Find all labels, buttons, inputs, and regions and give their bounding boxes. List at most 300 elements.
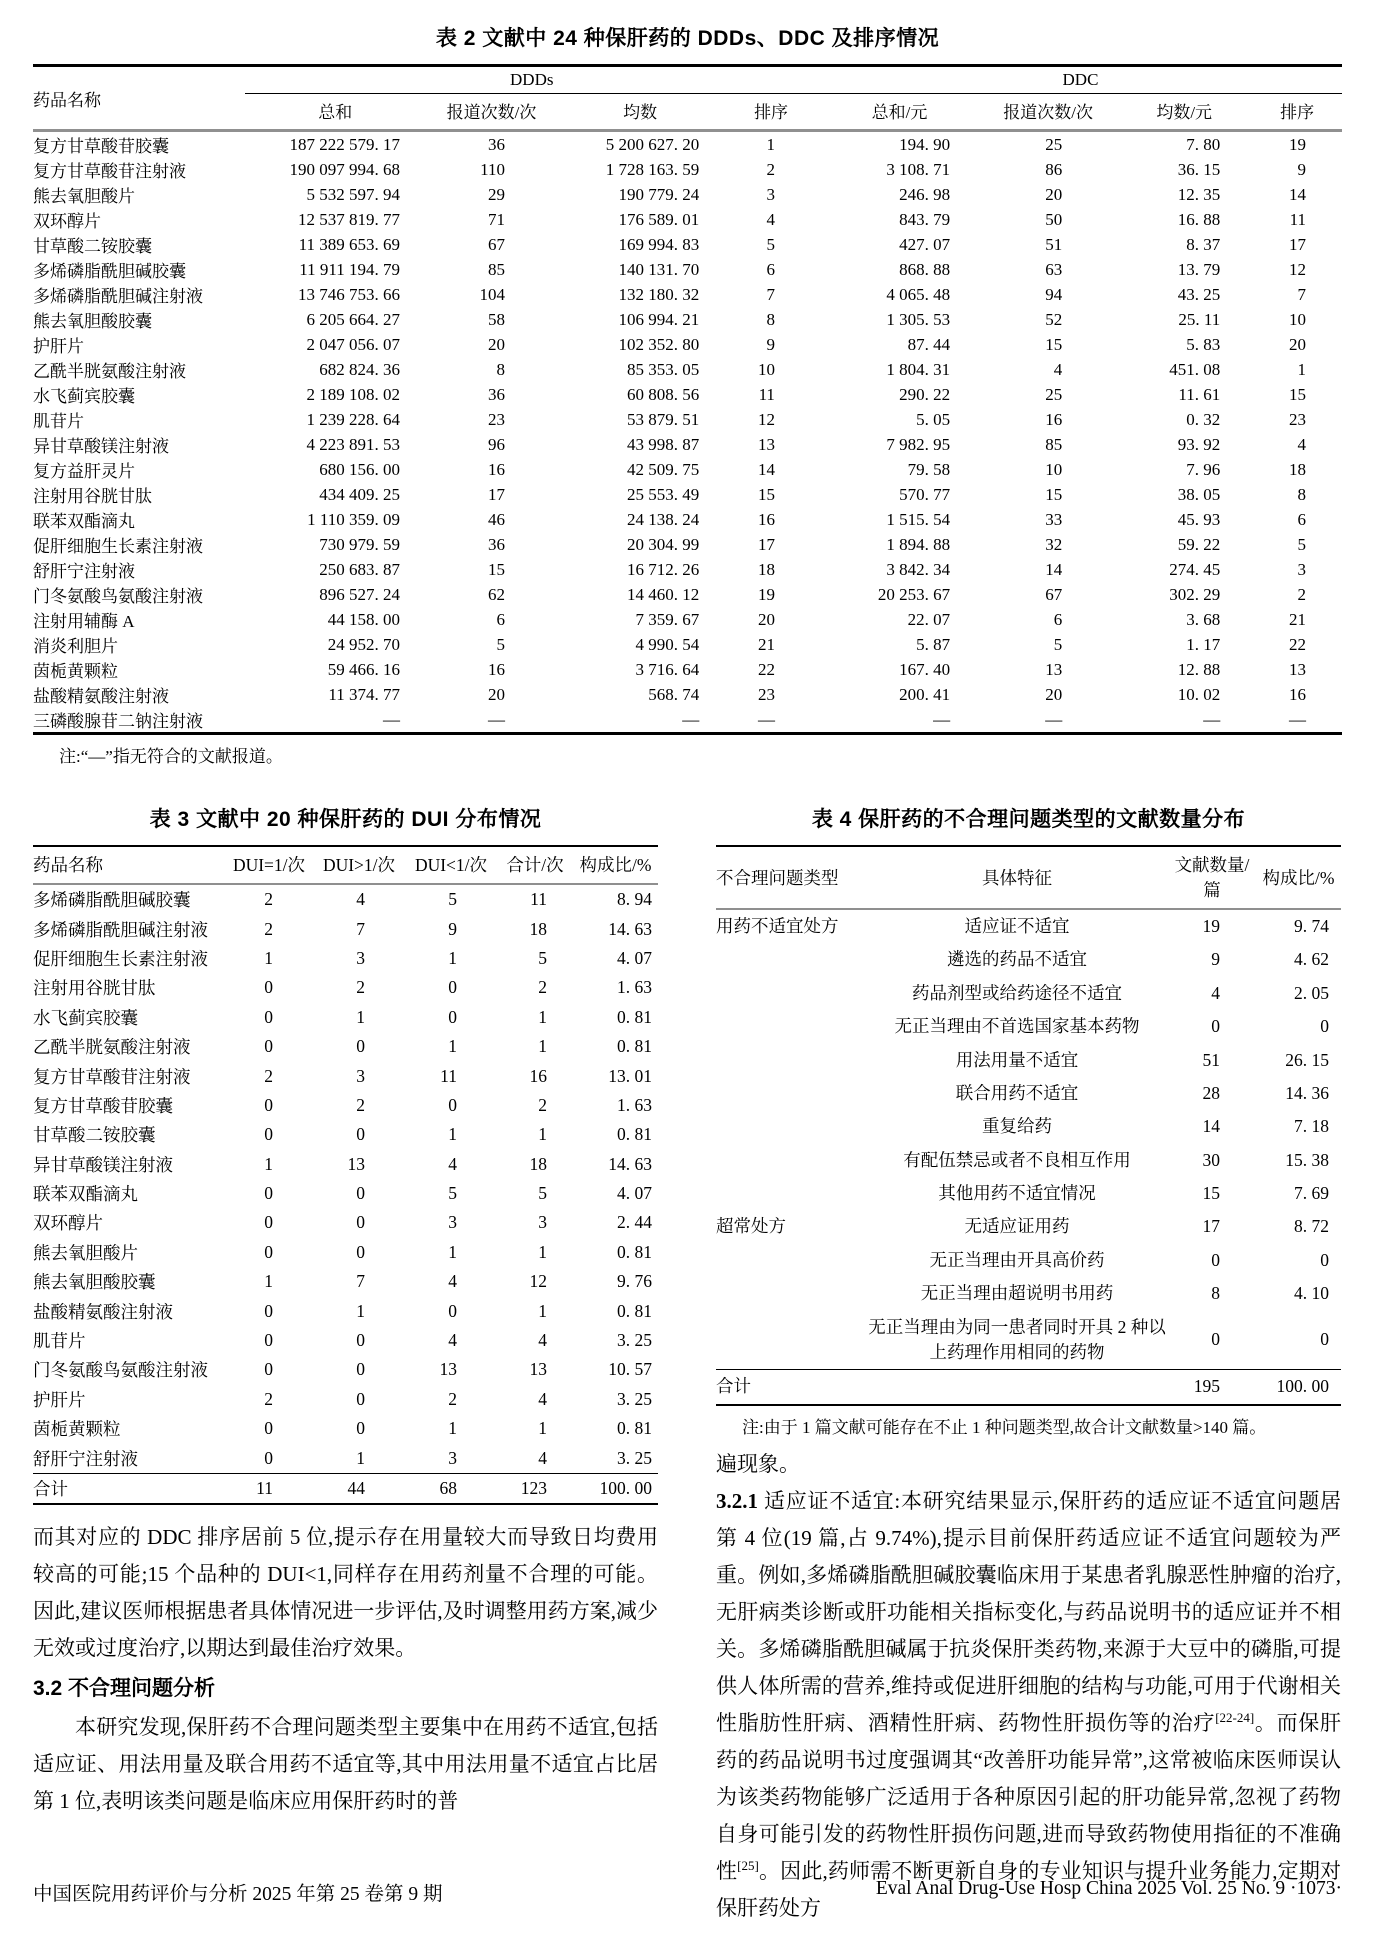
- table-cell: 1: [264, 1271, 273, 1292]
- table-cell: 843. 79: [899, 209, 951, 229]
- table-cell: 5: [496, 634, 505, 654]
- table-cell: 18: [757, 559, 775, 579]
- table-cell: 5: [538, 1183, 547, 1204]
- table-cell: 19: [1289, 134, 1306, 154]
- table-cell: 3 716. 64: [635, 659, 700, 679]
- table-cell: 0: [264, 1241, 273, 1262]
- section-number-3-2-1: 3.2.1: [716, 1488, 758, 1513]
- table-cell: 13: [347, 1153, 365, 1174]
- table-cell: 45. 93: [1177, 509, 1221, 529]
- table-cell: 290. 22: [899, 384, 951, 404]
- table-row: [33, 131, 1342, 158]
- table-cell: 1: [356, 1006, 365, 1027]
- table-cell: [716, 977, 866, 1010]
- table-cell: —: [1045, 709, 1063, 729]
- table-cell: 9: [1297, 159, 1306, 179]
- table-cell: 遴选的药品不适宜: [947, 949, 1087, 970]
- table-row: [33, 607, 1342, 632]
- table-row: [33, 1091, 658, 1120]
- paragraph-segment: 。因此,药师需不断更新自身的专业知识与提升业务能力,定期对保肝药处方: [716, 1858, 1342, 1920]
- table-cell: 2: [538, 977, 547, 998]
- table-cell: 3: [448, 1212, 457, 1233]
- table-cell: 合计: [716, 1370, 866, 1405]
- table-cell: [716, 1311, 866, 1370]
- table-cell: 85: [487, 259, 505, 279]
- table2-col-mean: 均数: [557, 94, 723, 131]
- table-cell: 复方甘草酸苷注射液: [33, 1066, 191, 1087]
- table-cell: 7: [1297, 284, 1306, 304]
- table-cell: 6: [1053, 609, 1063, 629]
- table-row: [716, 1370, 1341, 1405]
- table-cell: 16: [487, 459, 505, 479]
- table-cell: 0: [1320, 1016, 1329, 1037]
- table-cell: 乙酰半胱氨酸注射液: [33, 1037, 191, 1058]
- paragraph-segment: 。而保肝药的药品说明书过度强调其“改善肝功能异常”,这常被临床医师误认为该类药物能够广泛适用于各种原因引起的肝功能异常,忽视了药物自身可能引发的药物性肝损伤问题,进而导致药物使用指征的不准确性: [716, 1710, 1342, 1883]
- table-cell: 71: [487, 209, 505, 229]
- table-cell: 9: [448, 918, 457, 939]
- table-cell: 4: [538, 1388, 547, 1409]
- table-cell: 19: [757, 584, 775, 604]
- table-cell: 6: [496, 609, 505, 629]
- table-cell: 联苯双酯滴丸: [33, 1184, 138, 1205]
- table-cell: 7 359. 67: [635, 609, 700, 629]
- table-cell: 0: [264, 1006, 273, 1027]
- table-cell: 2: [766, 159, 775, 179]
- table-cell: 1: [448, 947, 457, 968]
- table-cell: 96: [487, 434, 505, 454]
- table-cell: 复方甘草酸苷注射液: [33, 162, 186, 181]
- table-cell: 无正当理由超说明书用药: [920, 1283, 1114, 1304]
- table-cell: 10. 02: [1177, 684, 1221, 704]
- table-cell: 42 509. 75: [626, 459, 700, 479]
- table-cell: 2: [264, 1065, 273, 1086]
- table-cell: 11: [1289, 209, 1306, 229]
- table-cell: 7. 69: [1294, 1183, 1329, 1203]
- table-cell: 适应证不适宜: [964, 916, 1070, 936]
- table-cell: 0. 81: [617, 1124, 652, 1145]
- table-cell: 三磷酸腺苷二钠注射液: [33, 712, 203, 731]
- table4-col-count: 文献数量/篇: [1168, 846, 1256, 909]
- table-cell: 87. 44: [907, 334, 951, 354]
- table-cell: 102 352. 80: [618, 334, 700, 354]
- table-cell: 4: [538, 1330, 547, 1351]
- table-cell: —: [487, 709, 505, 729]
- table-row: [33, 482, 1342, 507]
- table-row: [716, 1311, 1341, 1370]
- table-row: [33, 307, 1342, 332]
- table-cell: 16: [487, 659, 505, 679]
- table3-col-dui-eq1: DUI=1/次: [225, 846, 313, 884]
- table-cell: 用法用量不适宜: [955, 1049, 1079, 1070]
- table-cell: 3 108. 71: [886, 159, 951, 179]
- table-cell: 11 374. 77: [328, 684, 400, 704]
- table-cell: [716, 1177, 866, 1210]
- table3-title: 表 3 文献中 20 种保肝药的 DUI 分布情况: [149, 808, 542, 831]
- table2-group-ddc: DDC: [819, 66, 1342, 94]
- table-cell: 6: [766, 259, 775, 279]
- table-cell: 盐酸精氨酸注射液: [33, 687, 169, 706]
- table2-body: [33, 131, 1342, 734]
- table-cell: 11. 61: [1178, 384, 1221, 404]
- table-cell: 14. 63: [608, 1153, 652, 1174]
- table-row: [33, 1385, 658, 1414]
- table-row: [33, 357, 1342, 382]
- table-row: [716, 1077, 1341, 1110]
- table-cell: 用药不适宜处方: [716, 916, 839, 936]
- table-cell: 0: [356, 1241, 365, 1262]
- table-cell: 0: [264, 1212, 273, 1233]
- table-cell: 20: [487, 684, 505, 704]
- table-cell: 4: [1053, 359, 1063, 379]
- table-cell: 1: [356, 1300, 365, 1321]
- table-row: [33, 1355, 658, 1384]
- table-row: [716, 1144, 1341, 1177]
- table-cell: 43 998. 87: [626, 434, 700, 454]
- table-cell: 36. 15: [1177, 159, 1221, 179]
- table-cell: 0: [356, 1330, 365, 1351]
- table-cell: 1. 63: [617, 977, 652, 998]
- table-cell: 22. 07: [907, 609, 951, 629]
- table-cell: 双环醇片: [33, 212, 101, 231]
- table-cell: [716, 1044, 866, 1077]
- table-cell: 94: [1045, 284, 1063, 304]
- table-cell: 1: [264, 1153, 273, 1174]
- table-cell: 0: [448, 977, 457, 998]
- table-cell: 1 110 359. 09: [307, 509, 400, 529]
- table-cell: 106 994. 21: [618, 309, 700, 329]
- table-cell: [716, 1110, 866, 1143]
- table-cell: 570. 77: [899, 484, 951, 504]
- table-cell: 4 223 891. 53: [306, 434, 400, 454]
- table-cell: 13. 79: [1177, 259, 1221, 279]
- table-cell: 联苯双酯滴丸: [33, 512, 135, 531]
- table-cell: 0: [264, 1447, 273, 1468]
- table4-col-pct: 构成比/%: [1256, 846, 1341, 909]
- table-row: [33, 1208, 658, 1237]
- right-body-text: [716, 1446, 1341, 1927]
- table-cell: [716, 1277, 866, 1310]
- table-cell: 38. 05: [1177, 484, 1221, 504]
- table-cell: 16: [529, 1065, 547, 1086]
- table-cell: 14: [1045, 559, 1063, 579]
- table-row: [33, 682, 1342, 707]
- table-row: [33, 1238, 658, 1267]
- table-cell: 多烯磷脂酰胆碱胶囊: [33, 262, 186, 281]
- table-cell: 8: [1297, 484, 1306, 504]
- table-cell: 异甘草酸镁注射液: [33, 437, 169, 456]
- table-cell: 13: [1045, 659, 1063, 679]
- table3-header-row: [33, 846, 658, 884]
- table-row: [33, 1120, 658, 1149]
- table-row: [33, 182, 1342, 207]
- table-cell: 85: [1045, 434, 1063, 454]
- table-cell: 1: [538, 1036, 547, 1057]
- table-cell: 3. 68: [1186, 609, 1221, 629]
- table-cell: [716, 1010, 866, 1043]
- table-cell: 434 409. 25: [319, 484, 400, 504]
- table-cell: 18: [529, 918, 547, 939]
- table-cell: 4. 10: [1294, 1283, 1329, 1304]
- table-cell: 13. 01: [608, 1065, 652, 1086]
- table4-body: [716, 909, 1341, 1405]
- table-row: [33, 582, 1342, 607]
- table-cell: 0: [448, 1094, 457, 1115]
- table-cell: 2: [264, 918, 273, 939]
- table-cell: 21: [1289, 609, 1306, 629]
- table2-col-sum-yuan: 总和/元: [819, 94, 980, 131]
- table-cell: 3: [538, 1212, 547, 1233]
- table-cell: 重复给药: [982, 1116, 1052, 1137]
- table4-header-row: [716, 846, 1341, 909]
- table-cell: 1 728 163. 59: [605, 159, 700, 179]
- table-cell: 注射用谷胱甘肽: [33, 978, 156, 999]
- table-cell: 2: [356, 977, 365, 998]
- table3-dui: [33, 845, 658, 1505]
- table-cell: 32: [1045, 534, 1063, 554]
- table-cell: 10. 57: [608, 1359, 652, 1380]
- table-cell: 25: [1045, 134, 1063, 154]
- table-cell: 联合用药不适宜: [955, 1082, 1079, 1103]
- table3-col-total: 合计/次: [497, 846, 573, 884]
- table-cell: 0. 32: [1186, 409, 1221, 429]
- table-row: [716, 1210, 1341, 1243]
- table-cell: 167. 40: [899, 659, 951, 679]
- table-cell: 24 138. 24: [626, 509, 700, 529]
- table-cell: 15: [487, 559, 505, 579]
- table-row: [33, 282, 1342, 307]
- table-row: [33, 1443, 658, 1473]
- table-cell: 14. 36: [1285, 1082, 1329, 1103]
- table3-col-dui-gt1: DUI>1/次: [313, 846, 405, 884]
- table-cell: 104: [479, 284, 505, 304]
- table-cell: 14: [757, 459, 775, 479]
- table-cell: 896 527. 24: [319, 584, 400, 604]
- table-cell: 140 131. 70: [618, 259, 700, 279]
- table-cell: 茵栀黄颗粒: [33, 662, 118, 681]
- table-cell: 20 253. 67: [877, 584, 951, 604]
- table-cell: 水飞蓟宾胶囊: [33, 387, 135, 406]
- footer-journal-cn: 中国医院用药评价与分析 2025 年第 25 卷第 9 期: [33, 1884, 443, 1905]
- table-cell: 187 222 579. 17: [289, 134, 400, 154]
- table-cell: 熊去氧胆酸胶囊: [33, 312, 152, 331]
- table-row: [716, 1244, 1341, 1277]
- table-cell: 2. 44: [617, 1212, 652, 1233]
- table-cell: 3 842. 34: [886, 559, 951, 579]
- table-cell: 246. 98: [899, 184, 951, 204]
- table-cell: 44 158. 00: [327, 609, 400, 629]
- table-cell: 15. 38: [1285, 1149, 1329, 1170]
- table-cell: 13: [757, 434, 775, 454]
- table-cell: 1: [1297, 359, 1306, 379]
- table-cell: 46: [487, 509, 505, 529]
- table-cell: 复方甘草酸苷胶囊: [33, 137, 169, 156]
- table-cell: 1: [448, 1418, 457, 1439]
- table-cell: 10: [1045, 459, 1063, 479]
- table-cell: 132 180. 32: [618, 284, 700, 304]
- table-cell: 1 239 228. 64: [306, 409, 400, 429]
- table-cell: 25. 11: [1178, 309, 1221, 329]
- table-cell: 59 466. 16: [327, 659, 400, 679]
- table-cell: 5. 05: [916, 409, 951, 429]
- table-cell: 2 189 108. 02: [306, 384, 400, 404]
- table-row: [716, 1177, 1341, 1210]
- table-cell: 消炎利胆片: [33, 637, 118, 656]
- table-cell: 51: [1045, 234, 1063, 254]
- table2-group-ddds: DDDs: [245, 66, 819, 94]
- table-cell: 药品剂型或给药途径不适宜: [912, 982, 1122, 1003]
- table-cell: 1: [448, 1124, 457, 1145]
- table-cell: 4: [448, 1271, 457, 1292]
- table-cell: 注射用谷胱甘肽: [33, 487, 152, 506]
- table-cell: 18: [1289, 459, 1306, 479]
- table-cell: [716, 1244, 866, 1277]
- table-cell: 67: [487, 234, 505, 254]
- table-row: [716, 943, 1341, 976]
- table-cell: 8: [1211, 1283, 1220, 1304]
- left-column: [33, 797, 658, 1927]
- section-run-in-title: 适应证不适宜:: [758, 1488, 901, 1513]
- table-cell: 0: [356, 1212, 365, 1233]
- table4-col-type: 不合理问题类型: [716, 846, 866, 909]
- table-cell: —: [933, 709, 951, 729]
- table-cell: 熊去氧胆酸片: [33, 1242, 138, 1263]
- table-row: [33, 884, 658, 914]
- table-cell: 100. 00: [573, 1473, 658, 1504]
- table-cell: 15: [1045, 334, 1063, 354]
- table-cell: 0: [448, 1006, 457, 1027]
- table-cell: 9: [766, 334, 775, 354]
- table-cell: 护肝片: [33, 1389, 86, 1410]
- table-cell: 5: [448, 1183, 457, 1204]
- table-cell: 100. 00: [1256, 1370, 1341, 1405]
- table-cell: 1: [538, 1006, 547, 1027]
- table-cell: 3: [448, 1447, 457, 1468]
- table3-col-dui-lt1: DUI<1/次: [405, 846, 497, 884]
- table-cell: 7. 96: [1186, 459, 1221, 479]
- table-cell: 4. 62: [1294, 949, 1329, 970]
- table-cell: 1 305. 53: [886, 309, 951, 329]
- two-column-area: [33, 797, 1342, 1927]
- paragraph-segment: 本研究结果显示,保肝药的适应证不适宜问题居第 4 位(19 篇,占 9.74%),提示目前保肝药适应证不适宜问题较为严重。例如,多烯磷脂酰胆碱胶囊临床用于某患者乳腺恶性肿瘤的治疗,无肝病类诊断或肝功能相关指标变化,与药品说明书的适应证并不相关。多烯磷脂酰胆碱属于抗炎保肝类药物,来源于大豆中的磷脂,可提供人体所需的营养,维持或促进肝细胞的结构与功能,可用于代谢相关性脂肪性肝病、酒精性肝病、药物性肝损伤等的治疗: [716, 1488, 1341, 1735]
- table-cell: 乙酰半胱氨酸注射液: [33, 362, 186, 381]
- table-cell: 0. 81: [617, 1006, 652, 1027]
- table-cell: 43. 25: [1177, 284, 1221, 304]
- table-cell: 7. 80: [1186, 134, 1221, 154]
- table-cell: 多烯磷脂酰胆碱注射液: [33, 287, 203, 306]
- table-cell: 12. 88: [1177, 659, 1221, 679]
- table-row: [33, 557, 1342, 582]
- table-cell: 200. 41: [899, 684, 951, 704]
- table-cell: 异甘草酸镁注射液: [33, 1154, 173, 1175]
- citation-ref-25: [25]: [737, 1857, 759, 1873]
- table-cell: 复方甘草酸苷胶囊: [33, 1095, 173, 1116]
- table-cell: 13 746 753. 66: [297, 284, 400, 304]
- footer-journal-en-page: Eval Anal Drug-Use Hosp China 2025 Vol. 25 No. 9 ·1073·: [875, 1878, 1342, 1899]
- table-cell: 0: [264, 1359, 273, 1380]
- table-cell: 123: [497, 1473, 573, 1504]
- table-cell: 868. 88: [899, 259, 951, 279]
- table-cell: 有配伍禁忌或者不良相互作用: [903, 1149, 1131, 1170]
- table-cell: 730 979. 59: [319, 534, 400, 554]
- table-cell: 12: [529, 1271, 547, 1292]
- table-cell: 190 779. 24: [618, 184, 700, 204]
- paragraph: 本研究发现,保肝药不合理问题类型主要集中在用药不适宜,包括适应证、用法用量及联合用药不适宜等,其中用法用量不适宜占比居第 1 位,表明该类问题是临床应用保肝药时的普: [33, 1715, 658, 1814]
- table-cell: 14: [1289, 184, 1306, 204]
- table-cell: 3: [356, 1065, 365, 1086]
- table-row: [33, 1150, 658, 1179]
- table-cell: 无正当理由开具高价药: [929, 1249, 1105, 1270]
- table-cell: 甘草酸二铵胶囊: [33, 1125, 156, 1146]
- table-cell: 22: [1289, 634, 1306, 654]
- table-cell: 12 537 819. 77: [297, 209, 400, 229]
- table-cell: 52: [1045, 309, 1063, 329]
- table-cell: 3: [356, 947, 365, 968]
- table-cell: 4: [1211, 982, 1220, 1003]
- table-cell: 25: [1045, 384, 1063, 404]
- table-cell: 1. 17: [1186, 634, 1221, 654]
- table-cell: 29: [487, 184, 505, 204]
- table-cell: 60 808. 56: [626, 384, 700, 404]
- table-row: [33, 1032, 658, 1061]
- table-cell: 5: [448, 889, 457, 910]
- table-cell: 36: [487, 534, 505, 554]
- table-cell: 1: [448, 1241, 457, 1262]
- table-cell: 1: [766, 134, 775, 154]
- table-cell: —: [1203, 709, 1221, 729]
- table-cell: 302. 29: [1169, 584, 1221, 604]
- table-cell: 0: [356, 1183, 365, 1204]
- table2-col-drug: 药品名称: [33, 66, 245, 131]
- table-cell: 促肝细胞生长素注射液: [33, 537, 203, 556]
- table-cell: 茵栀黄颗粒: [33, 1419, 121, 1440]
- table-cell: 13: [1289, 659, 1306, 679]
- table-cell: [716, 1144, 866, 1177]
- table2-col-rank: 排序: [723, 94, 819, 131]
- table3-body: [33, 884, 658, 1504]
- table-cell: 0: [1211, 1249, 1220, 1270]
- table-cell: 9. 76: [617, 1271, 652, 1292]
- table-cell: 4: [448, 1330, 457, 1351]
- table-cell: 11: [758, 384, 775, 404]
- table2-col-reports: 报道次数/次: [426, 94, 557, 131]
- table-cell: 4: [356, 889, 365, 910]
- table-row: [33, 382, 1342, 407]
- table2-ddds-ddc: [33, 64, 1342, 735]
- table-row: [33, 207, 1342, 232]
- table-cell: 67: [1045, 584, 1063, 604]
- table-cell: 30: [1202, 1149, 1220, 1170]
- table-cell: 11: [530, 889, 547, 910]
- table-row: [33, 507, 1342, 532]
- table-cell: 28: [1202, 1082, 1220, 1103]
- table-cell: 11 911 194. 79: [299, 259, 400, 279]
- table-row: [33, 973, 658, 1002]
- table-cell: 18: [529, 1153, 547, 1174]
- table-cell: 合计: [33, 1473, 225, 1504]
- table-cell: 23: [487, 409, 505, 429]
- table-cell: 超常处方: [716, 1216, 786, 1237]
- table-cell: [866, 1370, 1168, 1405]
- table-cell: 274. 45: [1169, 559, 1221, 579]
- table-cell: 1. 63: [617, 1094, 652, 1115]
- table-cell: [716, 1077, 866, 1110]
- table-cell: 10: [1289, 309, 1306, 329]
- table-row: [716, 1110, 1341, 1143]
- table2-col-reports2: 报道次数/次: [980, 94, 1116, 131]
- citation-ref-22-24: [22-24]: [1215, 1709, 1255, 1725]
- table-cell: 0. 81: [617, 1241, 652, 1262]
- table-cell: 5 200 627. 20: [605, 134, 700, 154]
